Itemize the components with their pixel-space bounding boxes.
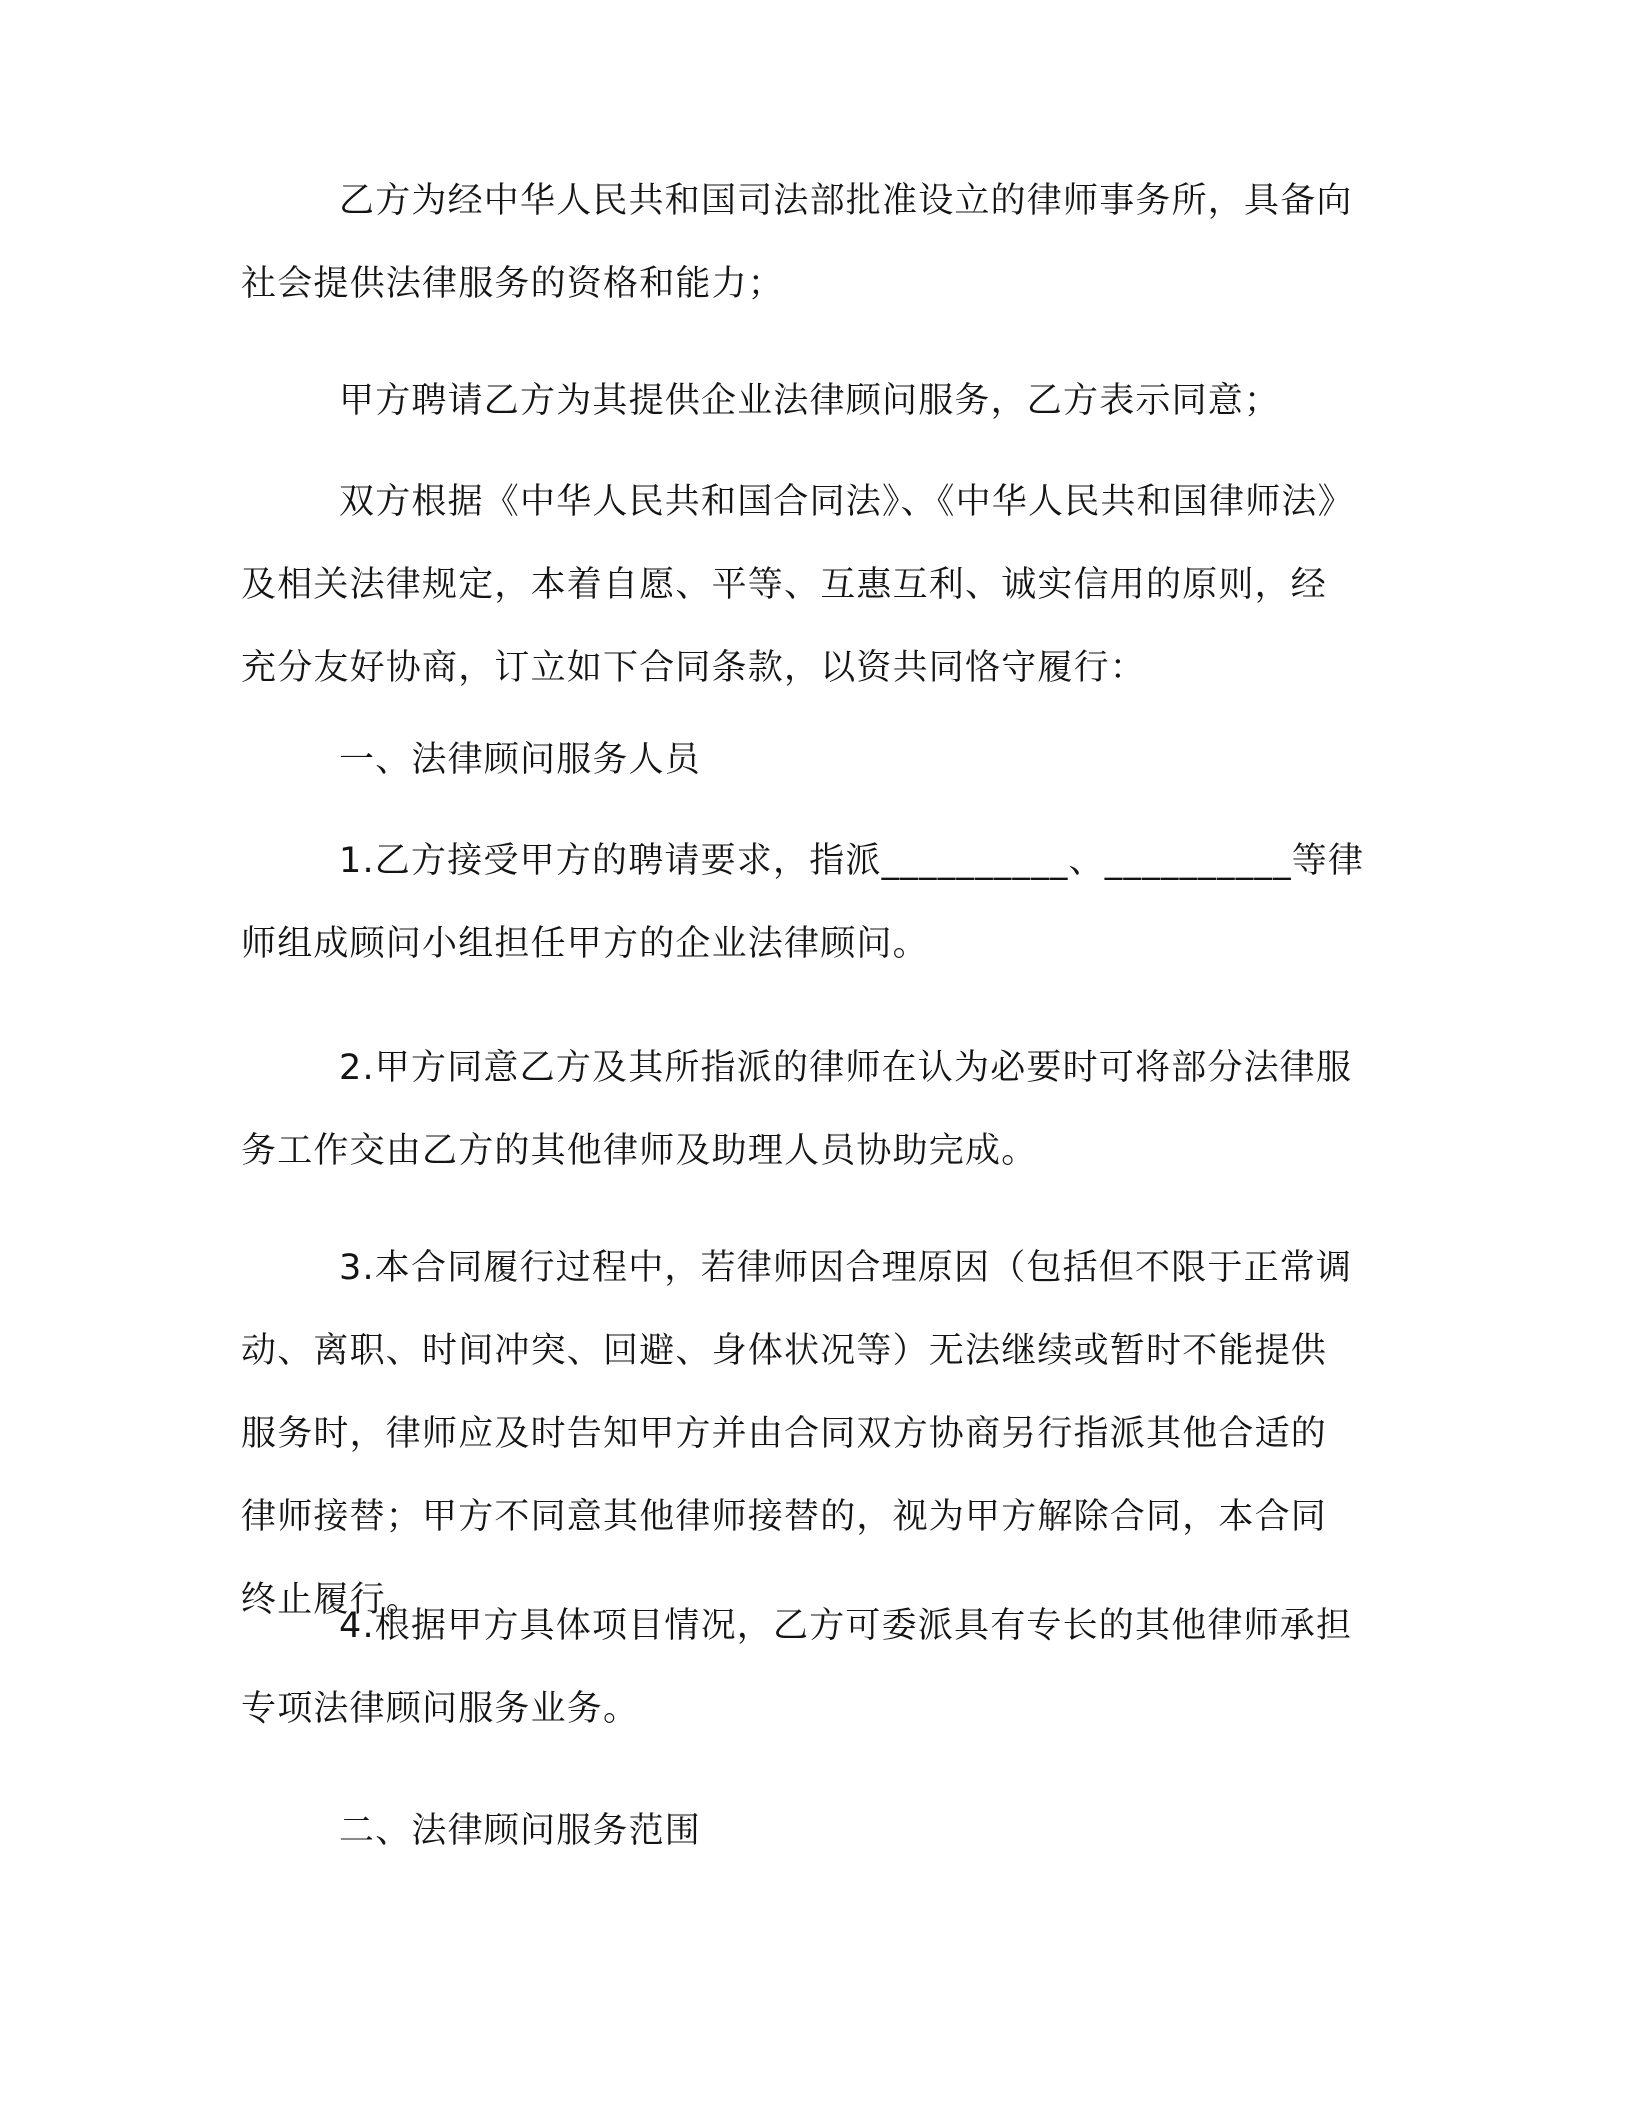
- clause-2: [241, 1048, 1353, 1171]
- text-line: 乙方为经中华人民共和国司法部批准设立的律师事务所，具备向: [339, 181, 1353, 221]
- paragraph-engagement: [241, 381, 1281, 421]
- text-line: 社会提供法律服务的资格和能力；: [241, 264, 785, 304]
- paragraph-party-b-qualification: [241, 181, 1353, 304]
- clause-1: [241, 841, 1365, 964]
- text-line: 务工作交由乙方的其他律师及助理人员协助完成。: [241, 1131, 1038, 1171]
- section-heading: 一、法律顾问服务人员: [339, 740, 702, 780]
- text-line: 终止履行。: [241, 1580, 423, 1620]
- clause-3: [241, 1248, 1353, 1620]
- text-line: 师组成顾问小组担任甲方的企业法律顾问。: [241, 924, 929, 964]
- text-line: 及相关法律规定，本着自愿、平等、互惠互利、诚实信用的原则，经: [241, 565, 1328, 605]
- text-line: 2.甲方同意乙方及其所指派的律师在认为必要时可将部分法律服: [339, 1048, 1353, 1088]
- paragraph-legal-basis: [241, 482, 1354, 688]
- clause-4: [241, 1606, 1353, 1729]
- section-heading: 二、法律顾问服务范围: [339, 1811, 702, 1851]
- text-line: 专项法律顾问服务业务。: [241, 1689, 640, 1729]
- text-line: 充分友好协商，订立如下合同条款，以资共同恪守履行：: [241, 648, 1147, 688]
- text-line: 双方根据《中华人民共和国合同法》、《中华人民共和国律师法》: [339, 482, 1354, 522]
- text-line: 动、离职、时间冲突、回避、身体状况等）无法继续或暂时不能提供: [241, 1331, 1328, 1371]
- text-line: 3.本合同履行过程中，若律师因合理原因（包括但不限于正常调: [339, 1248, 1353, 1288]
- text-line: 服务时，律师应及时告知甲方并由合同双方协商另行指派其他合适的: [241, 1414, 1328, 1454]
- text-line: 甲方聘请乙方为其提供企业法律顾问服务，乙方表示同意；: [339, 381, 1281, 421]
- text-line: 律师接替；甲方不同意其他律师接替的，视为甲方解除合同，本合同: [241, 1497, 1328, 1537]
- text-line: 1.乙方接受甲方的聘请要求，指派__________、__________等律: [339, 841, 1365, 881]
- section-heading-scope: [241, 1811, 702, 1851]
- text-line: 4.根据甲方具体项目情况，乙方可委派具有专长的其他律师承担: [339, 1606, 1353, 1646]
- section-heading-personnel: [241, 740, 702, 780]
